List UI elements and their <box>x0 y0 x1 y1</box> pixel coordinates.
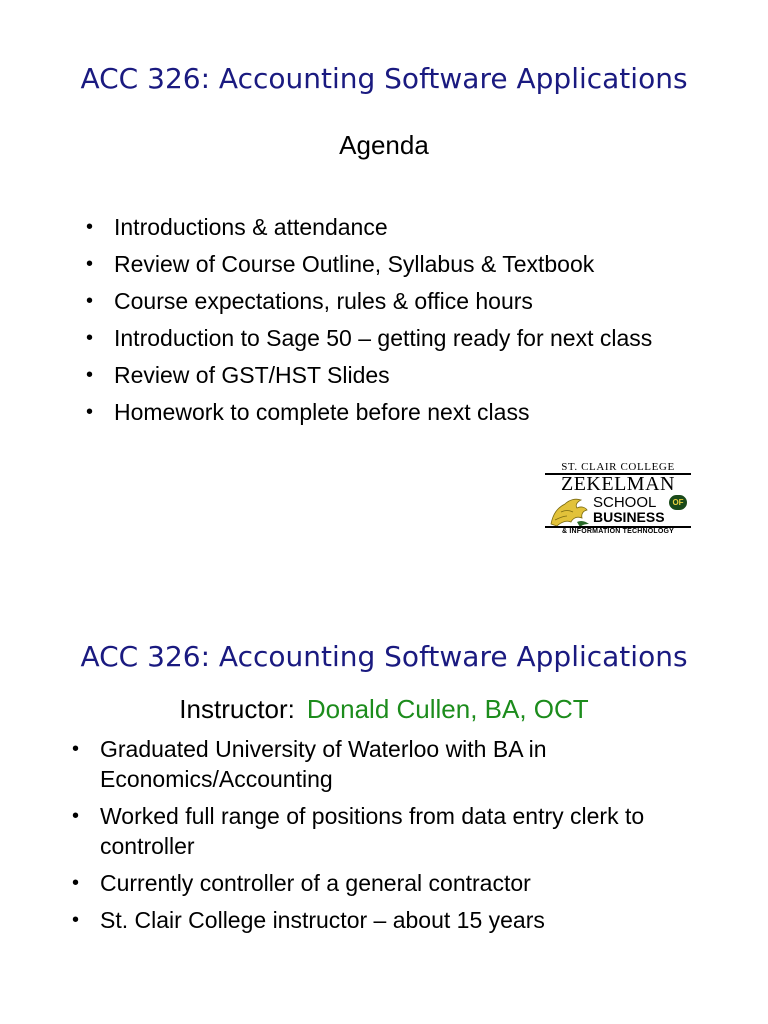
logo-college-text: ST. CLAIR COLLEGE <box>561 461 675 473</box>
bullet-icon: • <box>72 872 80 894</box>
agenda-item-text: Introductions & attendance <box>114 214 388 240</box>
bullet-icon: • <box>72 805 80 827</box>
instructor-name: Donald Cullen, BA, OCT <box>306 694 589 724</box>
agenda-item <box>86 397 686 427</box>
logo-tagline-text: & INFORMATION TECHNOLOGY <box>562 528 674 535</box>
logo-zekelman-text: ZEKELMAN <box>561 473 675 495</box>
instructor-bio-list <box>72 734 712 942</box>
bullet-icon: • <box>86 290 94 312</box>
bio-item <box>72 734 712 794</box>
griffin-emblem-icon <box>547 494 591 528</box>
logo-business-text: BUSINESS <box>593 509 665 525</box>
agenda-item <box>86 212 686 242</box>
bullet-icon: • <box>86 216 94 238</box>
logo-of-badge: OF <box>669 495 687 510</box>
instructor-label: Instructor: <box>179 694 295 724</box>
bio-item-text: Currently controller of a general contractor <box>100 870 531 896</box>
agenda-item <box>86 360 686 390</box>
bullet-icon: • <box>86 327 94 349</box>
agenda-item <box>86 286 686 316</box>
agenda-item-text: Homework to complete before next class <box>114 399 530 425</box>
agenda-list <box>86 212 686 434</box>
bullet-icon: • <box>86 364 94 386</box>
slide-2-title: ACC 326: Accounting Software Applications <box>80 640 688 673</box>
logo-school-text: SCHOOL <box>593 494 657 511</box>
agenda-item-text: Introduction to Sage 50 – getting ready for next class <box>114 325 653 351</box>
agenda-item-text: Review of Course Outline, Syllabus & Textbook <box>114 251 595 277</box>
bio-item-text: St. Clair College instructor – about 15 years <box>100 907 545 933</box>
bullet-icon: • <box>72 909 80 931</box>
agenda-item <box>86 323 686 353</box>
bio-item-text: Graduated University of Waterloo with BA in Economics/Accounting <box>100 736 547 792</box>
bio-item <box>72 905 712 935</box>
slide-1-title: ACC 326: Accounting Software Applications <box>80 62 688 95</box>
agenda-item-text: Course expectations, rules & office hours <box>114 288 533 314</box>
bio-item <box>72 801 712 861</box>
bullet-icon: • <box>86 253 94 275</box>
instructor-heading <box>0 694 768 725</box>
bullet-icon: • <box>86 401 94 423</box>
agenda-item <box>86 249 686 279</box>
bullet-icon: • <box>72 738 80 760</box>
bio-item <box>72 868 712 898</box>
agenda-heading: Agenda <box>339 130 429 160</box>
agenda-item-text: Review of GST/HST Slides <box>114 362 390 388</box>
bio-item-text: Worked full range of positions from data entry clerk to controller <box>100 803 645 859</box>
slide-divider <box>0 582 768 583</box>
college-logo <box>545 461 691 539</box>
